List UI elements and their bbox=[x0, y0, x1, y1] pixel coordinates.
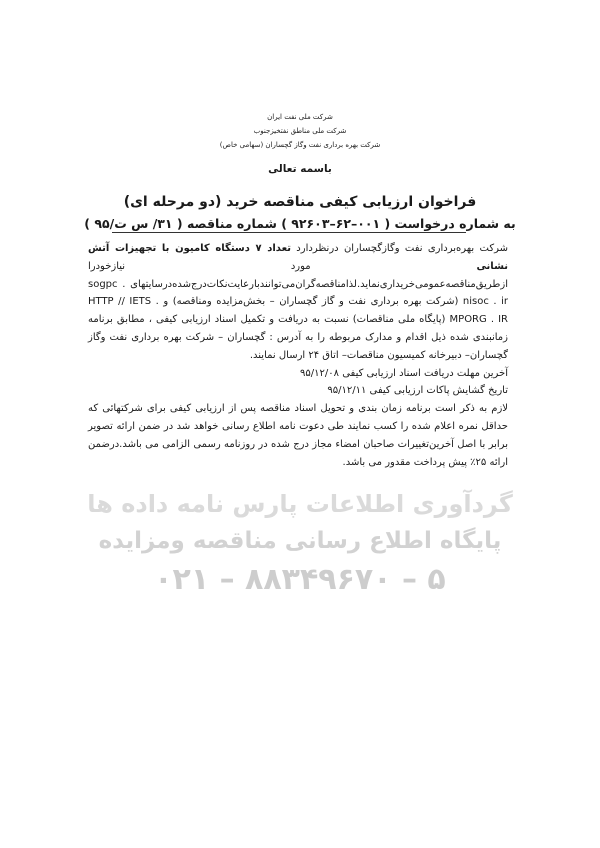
deadline-receive-docs: آخرین مهلت دریافت اسناد ارزیابی کیفی ۹۵/۱۲/۰۸ bbox=[300, 367, 508, 379]
notice-body bbox=[88, 240, 508, 471]
org-line-2: شرکت ملی مناطق نفتخیزجنوب bbox=[253, 127, 347, 135]
watermark-line-2: پایگاه اطلاع رسانی مناقصه ومزایده bbox=[98, 528, 502, 554]
basmala: باسمه تعالی bbox=[268, 163, 332, 175]
org-line-1: شرکت ملی نفت ایران bbox=[267, 113, 333, 121]
org-line-3: شرکت بهره برداری نفت وگاز گچساران (سهامی خاص) bbox=[219, 141, 381, 149]
watermark-line-1: گردآوری اطلاعات پارس نامه داده ها bbox=[87, 490, 513, 518]
intro-text-b: مورد نیازخودرا ازطریق‌مناقصه‌عمومی‌خریداری‌نماید.لذامناقصه‌گران‌می‌توانندبارعایت‌نکات‌درج‌شده‌درسایتهای sogpc . nisoc . ir (شرکت بهره برداری نفت و گاز گچساران – بخش‌مزایده ومناقصه) و HTTP // IETS . MPORG . IR (پایگاه ملی مناقصات) نسبت به دریافت و تکمیل اسناد ارزیابی کیفی ، مطابق برنامه زمانبندی شده ذیل اقدام و مدارک مربوطه را به آدرس : گچساران – شرکت بهره برداری نفت وگاز گچساران– دبیرخانه کمیسیون مناقصات– اتاق ۲۴ ارسال نمایند. bbox=[88, 260, 508, 361]
intro-text-a: شرکت بهره‌برداری نفت وگازگچساران درنظردارد bbox=[290, 243, 508, 254]
notice-subtitle: به شماره درخواست ( ۰۰۱–۶۲–۹۲۶۰۳ ) شماره مناقصه ( ۳۱/ س ت/۹۵ ) bbox=[84, 216, 516, 231]
deadline-open-envelopes: تاریخ گشایش پاکات ارزیابی کیفی ۹۵/۱۲/۱۱ bbox=[327, 385, 508, 397]
watermark-phone: ۰۲۱ – ۸۸۳۴۹۶۷۰ – ۵ bbox=[154, 562, 446, 597]
subtitle-underline bbox=[112, 232, 466, 233]
notice-title: فراخوان ارزیابی کیفی مناقصه خرید (دو مرحله ای) bbox=[123, 194, 477, 210]
intro-highlight: تعداد ۷ دستگاه کامیون با تجهیزات آتش نشانی bbox=[88, 243, 508, 272]
paragraph-notes: لازم به ذکر است برنامه زمان بندی و تحویل اسناد مناقصه پس از ارزیابی کیفی برای شرکتهائی که حداقل نمره اعلام شده را کسب نمایند طی دعوت نامه اطلاع رسانی خواهد شد در ضمن ارائه تصویر برابر با اصل آخرین‌تغییرات صاحبان امضاء مجاز درج شده در روزنامه رسمی الزامی می باشد.درضمن ارائه ۲۵٪ پیش پرداخت مقدور می باشد. bbox=[88, 403, 508, 468]
paragraph-intro bbox=[88, 240, 508, 365]
